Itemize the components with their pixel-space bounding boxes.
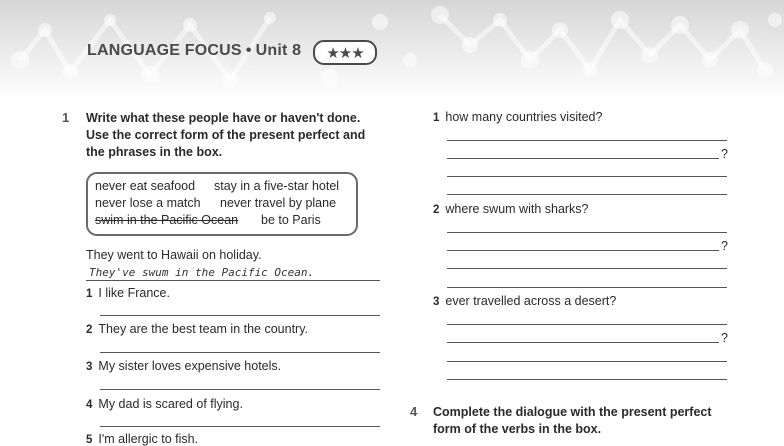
item-number: 3 [86, 361, 93, 373]
exercise-1-item [86, 322, 308, 336]
answer-line[interactable] [447, 158, 719, 159]
exercise-1-item [86, 397, 243, 411]
phrase-item: be to Paris [261, 213, 321, 227]
instruction-line: Use the correct form of the present perfect and [86, 128, 366, 142]
page-title [87, 42, 301, 60]
item-number: 5 [86, 434, 93, 446]
instruction-line: form of the verbs in the box. [433, 422, 602, 436]
question-mark: ? [721, 239, 728, 253]
item-text: where swum with sharks? [445, 202, 589, 216]
phrase-item: never travel by plane [220, 196, 337, 210]
item-text: They are the best team in the country. [98, 322, 309, 336]
answer-line[interactable] [447, 268, 727, 269]
answer-line[interactable] [447, 232, 727, 233]
item-text: I'm allergic to fish. [98, 432, 199, 446]
item-text: I like France. [98, 286, 170, 300]
phrase-item: never eat seafood [95, 179, 196, 193]
item-text: ever travelled across a desert? [445, 294, 617, 308]
question-mark: ? [721, 147, 728, 161]
answer-line[interactable] [100, 426, 380, 427]
answer-line[interactable] [447, 140, 727, 141]
exercise-3-item [433, 294, 616, 308]
difficulty-stars-badge [313, 40, 377, 65]
exercise-3-item [433, 202, 589, 216]
instruction-line: Write what these people have or haven't done. [86, 111, 361, 125]
answer-line[interactable] [100, 315, 380, 316]
exercise-1-instructions [86, 110, 365, 161]
answer-line[interactable] [100, 389, 380, 390]
example-answer-line [86, 280, 380, 281]
example-prompt: They went to Hawaii on holiday. [86, 248, 262, 262]
item-number: 1 [86, 288, 93, 300]
answer-line[interactable] [447, 324, 727, 325]
item-number: 4 [86, 399, 93, 411]
answer-line[interactable] [447, 361, 727, 362]
example-answer: They've swum in the Pacific Ocean. [89, 266, 315, 279]
answer-line[interactable] [447, 250, 719, 251]
exercise-1-item [86, 286, 170, 300]
question-mark: ? [721, 331, 728, 345]
item-number: 2 [433, 204, 440, 216]
exercise-3-item [433, 110, 602, 124]
exercise-4-instructions [433, 404, 712, 438]
phrase-item: stay in a five-star hotel [214, 179, 340, 193]
instruction-line: the phrases in the box. [86, 145, 223, 159]
item-number: 2 [86, 324, 93, 336]
item-number: 1 [433, 112, 440, 124]
answer-line[interactable] [447, 379, 727, 380]
phrase-item: never lose a match [95, 196, 201, 210]
exercise-4-number: 4 [410, 404, 418, 419]
section-title: LANGUAGE FOCUS [87, 42, 242, 59]
item-text: how many countries visited? [445, 110, 603, 124]
answer-line[interactable] [447, 194, 727, 195]
title-separator: • [245, 42, 252, 59]
answer-line[interactable] [447, 176, 727, 177]
exercise-1-item [86, 359, 281, 373]
unit-label: Unit 8 [255, 42, 302, 59]
phrase-item-crossed-out: swim in the Pacific Ocean [95, 213, 239, 227]
item-text: My sister loves expensive hotels. [98, 359, 282, 373]
answer-line[interactable] [447, 342, 719, 343]
star-icons: ★★★ [326, 44, 364, 62]
answer-line[interactable] [447, 287, 727, 288]
item-number: 3 [433, 296, 440, 308]
answer-line[interactable] [100, 352, 380, 353]
exercise-1-item [86, 432, 198, 446]
instruction-line: Complete the dialogue with the present perfect [433, 405, 712, 419]
exercise-1-number: 1 [62, 110, 70, 125]
item-text: My dad is scared of flying. [98, 397, 243, 411]
